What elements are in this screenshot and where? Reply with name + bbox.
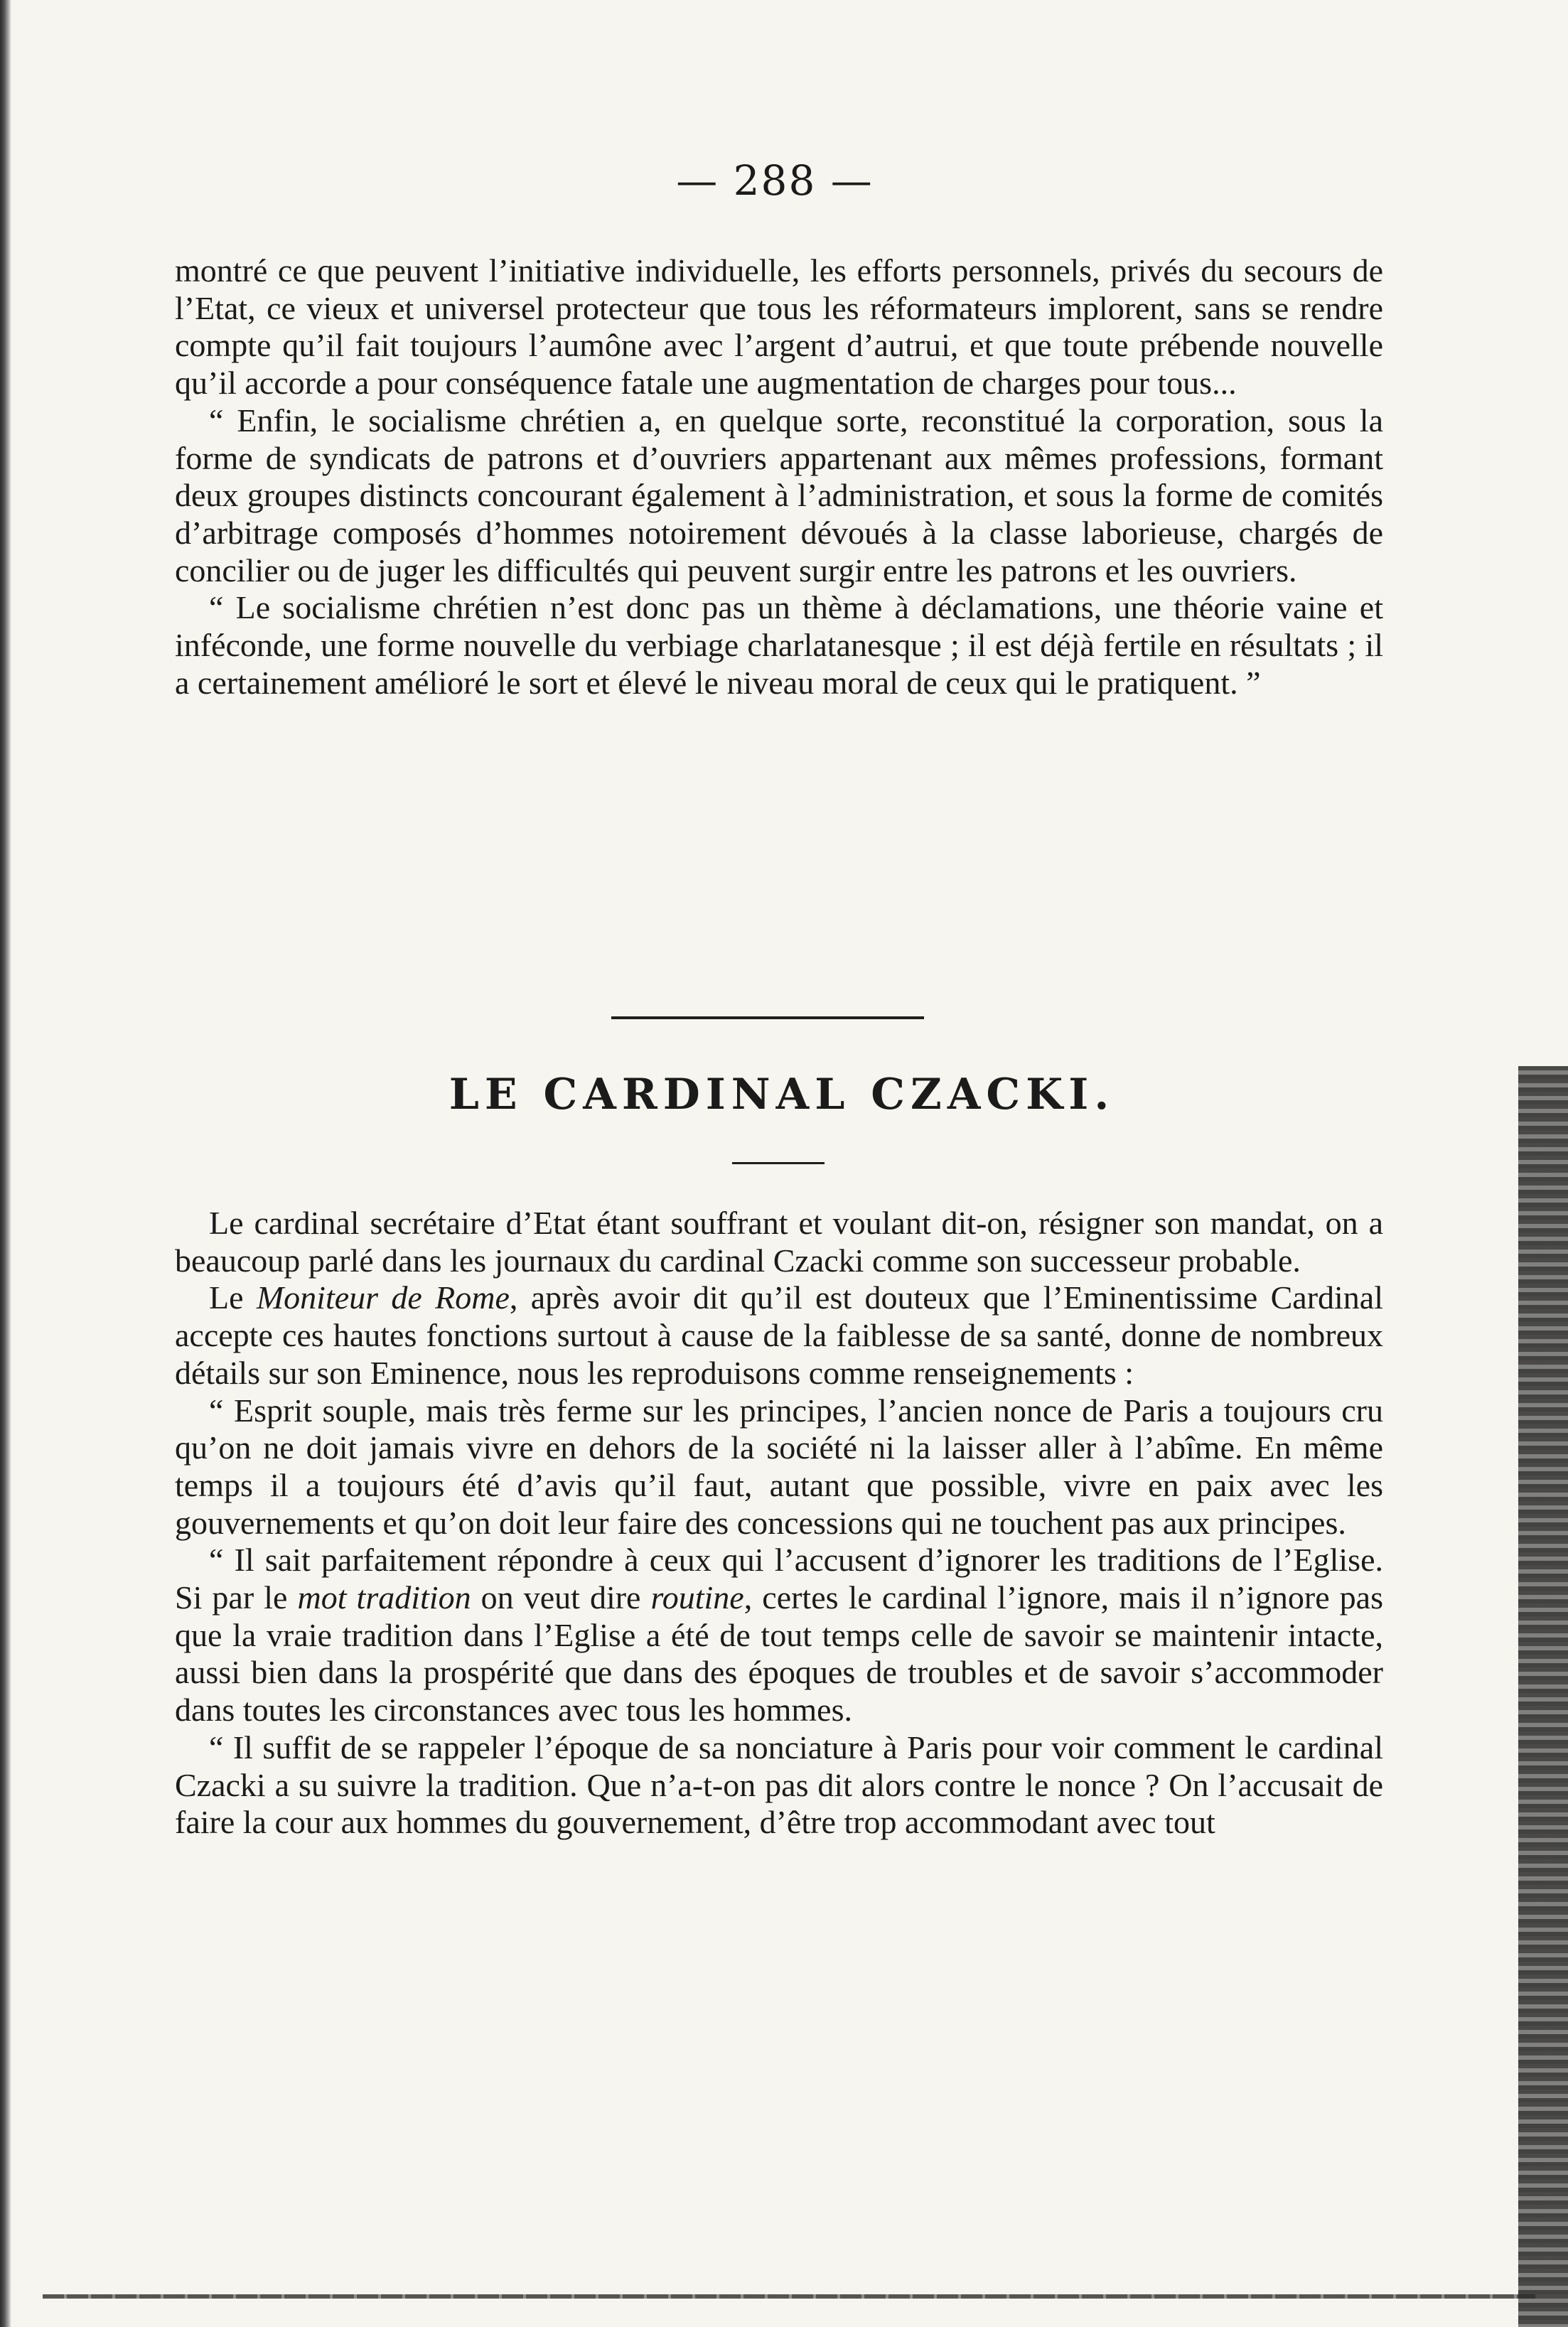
paragraph: “ Il suffit de se rappeler l’époque de sa nonciature à Paris pour voir comment le cardinal Czacki a su suivre la tradition. Que n’a-t-on pas dit alors contre le nonce ? On l’accusait de faire la cour aux hommes du gouvernement, d’être trop accommodant avec tout <box>175 1729 1383 1841</box>
text-run: , après avoir dit qu’il est douteux que l’Eminentissime Cardinal accepte ces hautes fonctions surtout à cause de la faiblesse de sa santé, donne de nombreux détails sur son Eminence, nous les reproduisons comme renseignements : <box>175 1279 1383 1391</box>
section-heading: LE CARDINAL CZACKI. <box>449 1070 1115 1119</box>
paragraph: “ Le socialisme chrétien n’est donc pas un thème à déclamations, une théorie vaine et inféconde, une forme nouvelle du verbiage charlatanesque ; il est déjà fertile en résultats ; il a certainement amélioré le sort et élevé le niveau moral de ceux qui le pratiquent. ” <box>175 589 1383 701</box>
italic-term: mot tradition <box>297 1579 471 1616</box>
newspaper-title: Moniteur de Rome <box>256 1279 510 1316</box>
text-run: on veut dire <box>471 1579 651 1616</box>
binding-shadow-left <box>0 0 11 2327</box>
text-block-article <box>175 1205 1383 1842</box>
page-number: — 288 — <box>676 156 874 205</box>
scan-edge-bottom <box>43 2294 1535 2299</box>
text-run: , certes le cardinal l’ignore, mais il n’ignore pas que la vraie tradition dans l’Eglise a été de tout temps celle de savoir se maintenir intacte, aussi bien dans la prospérité que dans des époques de troubles et de savoir s’accommoder dans toutes les circonstances avec tous les hommes. <box>175 1579 1383 1729</box>
paragraph <box>175 1279 1383 1392</box>
paragraph: “ Esprit souple, mais très ferme sur les principes, l’ancien nonce de Paris a toujours cru qu’on ne doit jamais vivre en dehors de la société ni la laisser aller à l’abîme. En même temps il a toujours été d’avis qu’il faut, autant que possible, vivre en paix avec les gouvernements et qu’on doit leur faire des concessions qui ne touchent pas aux principes. <box>175 1392 1383 1541</box>
section-divider-top <box>611 1016 924 1019</box>
paragraph: montré ce que peuvent l’initiative individuelle, les efforts personnels, privés du secours de l’Etat, ce vieux et universel protecteur que tous les réformateurs implorent, sans se rendre compte qu’il fait toujours l’aumône avec l’argent d’autrui, et que toute prébende nouvelle qu’il accorde a pour conséquence fatale une augmentation de charges pour tous... <box>175 252 1383 402</box>
binding-shadow-right <box>1518 1066 1568 2327</box>
text-run: Le <box>209 1279 257 1316</box>
paragraph <box>175 1542 1383 1729</box>
paragraph: “ Enfin, le socialisme chrétien a, en quelque sorte, reconstitué la corporation, sous la forme de syndicats de patrons et d’ouvriers appartenant aux mêmes professions, formant deux groupes distincts concourant également à l’administration, et sous la forme de comités d’arbitrage composés d’hommes notoirement dévoués à la classe laborieuse, chargés de concilier ou de juger les difficultés qui peuvent surgir entre les patrons et les ouvriers. <box>175 402 1383 589</box>
italic-term: routine <box>650 1579 744 1616</box>
text-run: “ Il sait parfaitement répondre à ceux qui l’accusent d’ignorer les traditions de l’Eglise. Si par le <box>175 1542 1383 1616</box>
paragraph: Le cardinal secrétaire d’Etat étant souffrant et voulant dit-on, résigner son mandat, on a beaucoup parlé dans les journaux du cardinal Czacki comme son successeur probable. <box>175 1205 1383 1279</box>
text-block-continuation <box>175 252 1383 702</box>
section-divider-bottom <box>732 1162 825 1164</box>
